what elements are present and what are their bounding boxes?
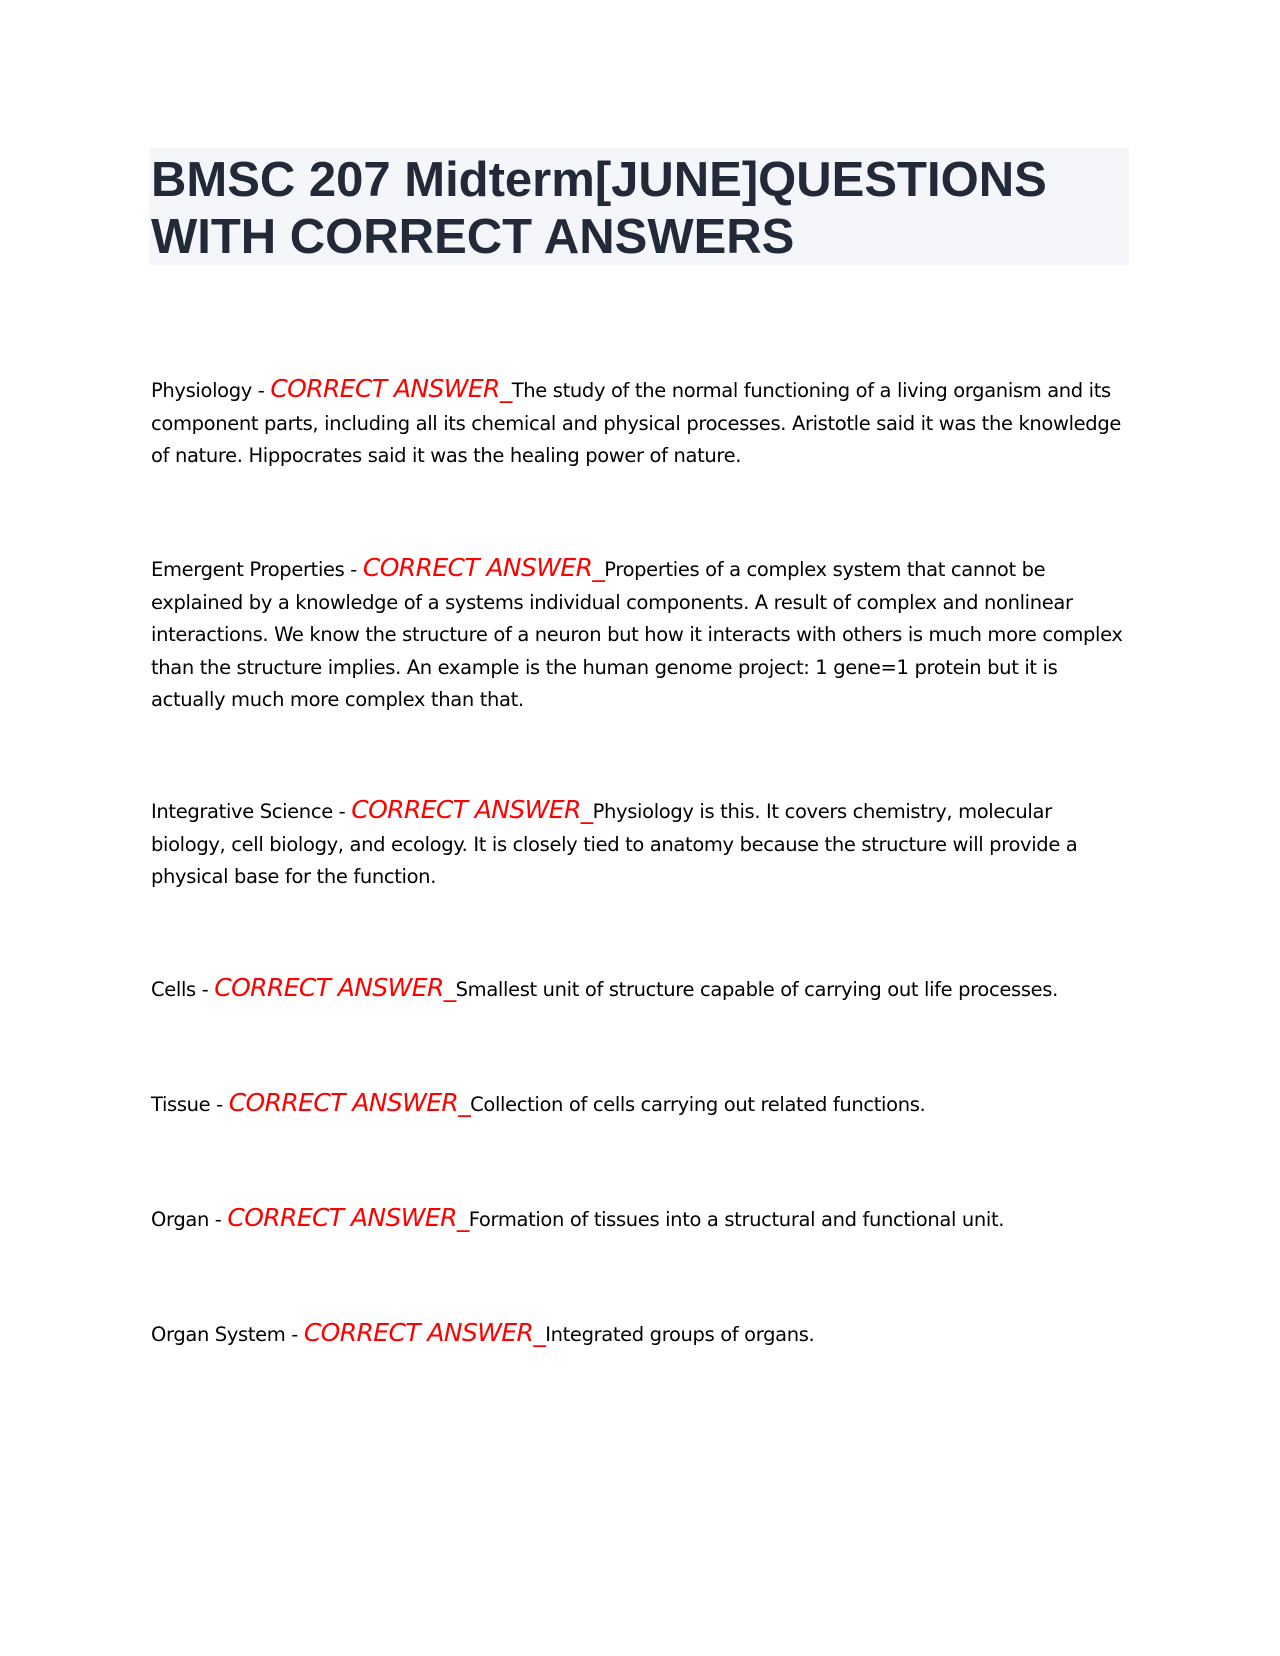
- entry-definition: The study of the normal functioning of a living organism and its component parts, including all its chemical and physical processes. Aristotle said it was the knowledge of nature. Hippocrates said it was the healing power of nature.: [151, 379, 1122, 467]
- entry-definition: Physiology is this. It covers chemistry, molecular biology, cell biology, and ecology. It is closely tied to anatomy because the structure will provide a physical base for the function.: [151, 800, 1078, 888]
- correct-answer-label: CORRECT ANSWER_: [214, 973, 456, 1002]
- correct-answer-label: CORRECT ANSWER_: [303, 1318, 546, 1347]
- entry-term: Emergent Properties -: [151, 558, 363, 581]
- qa-entry-emergent-properties: [151, 552, 1131, 717]
- entry-definition: Smallest unit of structure capable of carrying out life processes.: [455, 978, 1058, 1001]
- entry-term: Organ System -: [151, 1323, 304, 1346]
- correct-answer-label: CORRECT ANSWER_: [227, 1203, 469, 1232]
- qa-entry-organ-system: [151, 1317, 1131, 1352]
- entry-term: Organ -: [151, 1208, 228, 1231]
- qa-entry-physiology: [151, 373, 1131, 473]
- entry-term: Integrative Science -: [151, 800, 352, 823]
- title-banner: [149, 148, 1129, 265]
- correct-answer-label: CORRECT ANSWER_: [351, 795, 593, 824]
- entry-definition: Formation of tissues into a structural and functional unit.: [468, 1208, 1005, 1231]
- qa-entry-organ: [151, 1202, 1131, 1237]
- entry-definition: Properties of a complex system that cannot be explained by a knowledge of a systems individual components. A result of complex and nonlinear interactions. We know the structure of a neuron but how it interacts with others is much more complex than the structure implies. An example is the human genome project: 1 gene=1 protein but it is actually much more complex than that.: [151, 558, 1123, 711]
- entry-term: Tissue -: [151, 1093, 229, 1116]
- page-title: BMSC 207 Midterm[JUNE]QUESTIONS WITH CORRECT ANSWERS: [151, 153, 1047, 264]
- correct-answer-label: CORRECT ANSWER_: [270, 374, 512, 403]
- qa-entry-integrative-science: [151, 794, 1131, 894]
- entry-term: Physiology -: [151, 379, 271, 402]
- entry-definition: Integrated groups of organs.: [545, 1323, 815, 1346]
- qa-entry-tissue: [151, 1087, 1131, 1122]
- correct-answer-label: CORRECT ANSWER_: [228, 1088, 471, 1117]
- qa-entry-cells: [151, 972, 1131, 1007]
- entry-term: Cells -: [151, 978, 215, 1001]
- correct-answer-label: CORRECT ANSWER_: [362, 553, 605, 582]
- entry-definition: Collection of cells carrying out related functions.: [470, 1093, 926, 1116]
